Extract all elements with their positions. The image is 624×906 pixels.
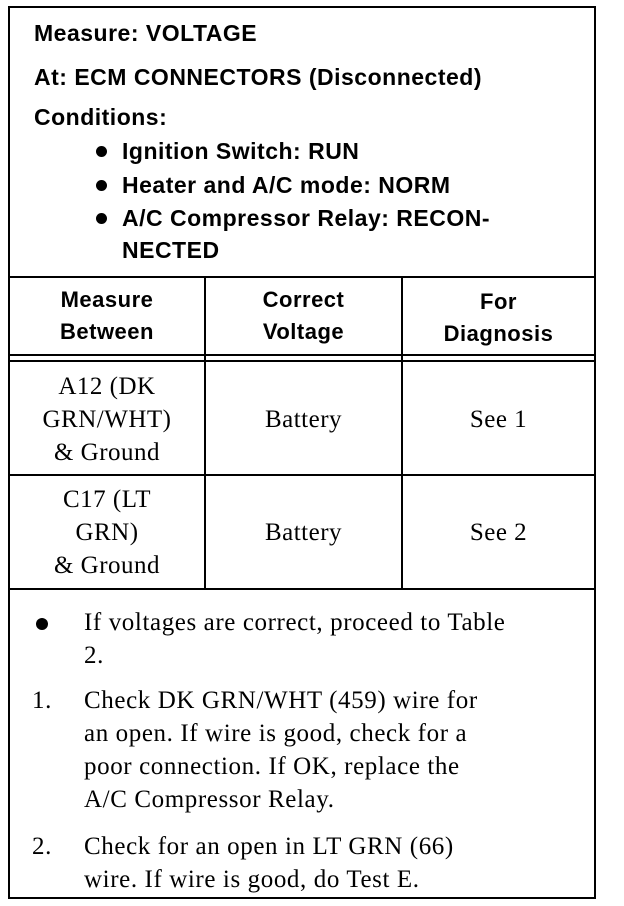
condition-text: Heater and A/C mode: NORM (122, 172, 451, 198)
column-header-line: Voltage (262, 319, 345, 344)
note-number: 2. (32, 833, 52, 860)
bullet-icon (36, 618, 48, 630)
bullet-icon (96, 213, 107, 224)
table-row-1-between (10, 364, 204, 474)
cell-line: GRN/WHT) (42, 405, 172, 433)
column-header-line: Measure (60, 287, 154, 312)
at-label: At: ECM CONNECTORS (Disconnected) (34, 64, 482, 90)
bullet-icon (96, 146, 107, 157)
note-line: Check DK GRN/WHT (459) wire for (84, 687, 478, 714)
cell-value: See 2 (469, 518, 528, 546)
cell-line: A12 (DK (58, 372, 156, 400)
table-row-2-between (10, 476, 204, 588)
header-rule-2 (10, 360, 594, 362)
table-bottom-rule (10, 588, 594, 590)
cell-value: See 1 (469, 405, 528, 433)
condition-text: Ignition Switch: RUN (122, 138, 360, 164)
note-line: A/C Compressor Relay. (84, 786, 335, 813)
cell-line: & Ground (53, 438, 161, 466)
note-line: poor connection. If OK, replace the (84, 753, 460, 780)
column-header-line: Correct (262, 287, 345, 312)
note-line: 2. (84, 642, 104, 669)
cell-line: GRN) (75, 518, 139, 546)
note-text (84, 606, 584, 672)
table-row-1-diagnosis (403, 364, 594, 474)
diagnostic-table-frame (8, 6, 596, 899)
condition-text: A/C Compressor Relay: RECON- (122, 205, 491, 231)
cell-value: Battery (264, 405, 343, 433)
note-line: wire. If wire is good, do Test E. (84, 866, 420, 893)
column-header-line: Between (60, 319, 154, 344)
column-header-for-diagnosis (403, 280, 594, 356)
cell-line: & Ground (53, 551, 161, 579)
table-row-2-voltage (206, 476, 401, 588)
measure-label: Measure: VOLTAGE (34, 20, 258, 46)
note-text (84, 684, 584, 816)
column-header-line: Diagnosis (443, 321, 554, 346)
column-header-correct-voltage (206, 278, 401, 354)
table-row-2-diagnosis (403, 476, 594, 588)
conditions-label: Conditions: (34, 104, 168, 130)
bullet-icon (96, 180, 107, 191)
cell-value: Battery (264, 518, 343, 546)
note-line: an open. If wire is good, check for a (84, 720, 468, 747)
column-header-line: For (480, 289, 517, 314)
condition-text: NECTED (122, 237, 220, 263)
note-text (84, 830, 584, 896)
note-number: 1. (32, 687, 52, 714)
column-header-measure-between (10, 278, 204, 354)
cell-line: C17 (LT (63, 485, 151, 513)
note-line: Check for an open in LT GRN (66) (84, 833, 454, 860)
table-row-1-voltage (206, 364, 401, 474)
note-line: If voltages are correct, proceed to Table (84, 609, 506, 636)
